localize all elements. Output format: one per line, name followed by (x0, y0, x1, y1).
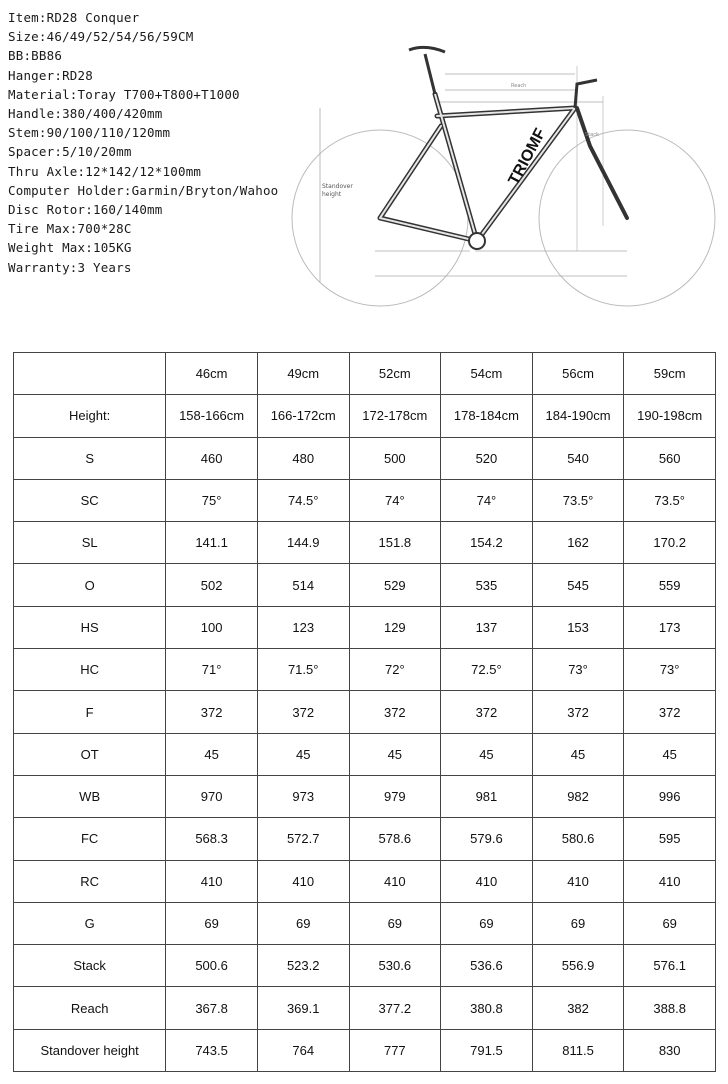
table-cell: 73.5° (624, 479, 716, 521)
table-cell: 73° (624, 649, 716, 691)
table-row (14, 479, 716, 521)
row-label: HC (14, 649, 166, 691)
table-cell: 123 (257, 606, 349, 648)
table-cell: 520 (441, 437, 533, 479)
table-cell: 75° (166, 479, 258, 521)
table-cell: 184-190cm (532, 395, 624, 437)
table-cell: 970 (166, 775, 258, 817)
spec-item: Disc Rotor:160/140mm (8, 202, 163, 218)
table-cell: 153 (532, 606, 624, 648)
table-cell: 69 (349, 902, 441, 944)
table-cell: 996 (624, 775, 716, 817)
table-cell: 74.5° (257, 479, 349, 521)
spec-item: Stem:90/100/110/120mm (8, 125, 171, 141)
table-row (14, 818, 716, 860)
table-cell: 380.8 (441, 987, 533, 1029)
table-cell: 372 (441, 691, 533, 733)
table-cell: 410 (349, 860, 441, 902)
table-cell: 536.6 (441, 945, 533, 987)
table-cell: 74° (349, 479, 441, 521)
table-cell: 69 (532, 902, 624, 944)
table-cell: 162 (532, 522, 624, 564)
table-cell: 410 (166, 860, 258, 902)
table-cell: 556.9 (532, 945, 624, 987)
table-row (14, 987, 716, 1029)
spec-item: Hanger:RD28 (8, 67, 93, 83)
table-cell: 578.6 (349, 818, 441, 860)
table-cell: 514 (257, 564, 349, 606)
header-blank-cell (14, 353, 166, 395)
row-label: SL (14, 522, 166, 564)
table-cell: 982 (532, 775, 624, 817)
bike-frame (380, 94, 575, 241)
table-cell: 791.5 (441, 1029, 533, 1071)
spec-item: Warranty:3 Years (8, 259, 132, 275)
size-header: 59cm (624, 353, 716, 395)
table-cell: 973 (257, 775, 349, 817)
table-row (14, 775, 716, 817)
table-row (14, 860, 716, 902)
table-cell: 144.9 (257, 522, 349, 564)
spec-list (8, 8, 278, 277)
table-cell: 764 (257, 1029, 349, 1071)
table-cell: 523.2 (257, 945, 349, 987)
table-cell: 981 (441, 775, 533, 817)
table-row (14, 691, 716, 733)
geometry-table (13, 352, 716, 1072)
table-cell: 69 (624, 902, 716, 944)
table-cell: 173 (624, 606, 716, 648)
size-header: 52cm (349, 353, 441, 395)
table-cell: 190-198cm (624, 395, 716, 437)
table-cell: 372 (257, 691, 349, 733)
table-row (14, 437, 716, 479)
table-cell: 158-166cm (166, 395, 258, 437)
table-row (14, 564, 716, 606)
size-header: 54cm (441, 353, 533, 395)
table-cell: 811.5 (532, 1029, 624, 1071)
table-cell: 535 (441, 564, 533, 606)
spec-item: Computer Holder:Garmin/Bryton/Wahoo (8, 182, 279, 198)
spec-item: Tire Max:700*28C (8, 221, 132, 237)
table-row (14, 945, 716, 987)
table-cell: 979 (349, 775, 441, 817)
table-cell: 151.8 (349, 522, 441, 564)
table-cell: 170.2 (624, 522, 716, 564)
row-label: Height: (14, 395, 166, 437)
table-cell: 529 (349, 564, 441, 606)
spec-item: Handle:380/400/420mm (8, 106, 163, 122)
table-cell: 576.1 (624, 945, 716, 987)
row-label: O (14, 564, 166, 606)
table-cell: 500.6 (166, 945, 258, 987)
row-label: HS (14, 606, 166, 648)
reach-label: Reach (511, 83, 527, 89)
table-cell: 45 (532, 733, 624, 775)
table-cell: 45 (349, 733, 441, 775)
spec-item: Item:RD28 Conquer (8, 10, 140, 25)
table-cell: 568.3 (166, 818, 258, 860)
table-cell: 45 (624, 733, 716, 775)
size-header: 46cm (166, 353, 258, 395)
size-header: 56cm (532, 353, 624, 395)
table-cell: 377.2 (349, 987, 441, 1029)
standover-label-2: height (322, 191, 342, 198)
table-cell: 69 (166, 902, 258, 944)
table-cell: 69 (257, 902, 349, 944)
table-cell: 595 (624, 818, 716, 860)
table-cell: 137 (441, 606, 533, 648)
spec-item: Size:46/49/52/54/56/59CM (8, 29, 194, 45)
table-cell: 410 (441, 860, 533, 902)
table-cell: 540 (532, 437, 624, 479)
table-cell: 178-184cm (441, 395, 533, 437)
table-cell: 45 (441, 733, 533, 775)
stem (575, 80, 597, 108)
table-cell: 500 (349, 437, 441, 479)
row-label: FC (14, 818, 166, 860)
row-label: WB (14, 775, 166, 817)
table-cell: 830 (624, 1029, 716, 1071)
table-cell: 372 (624, 691, 716, 733)
table-cell: 372 (532, 691, 624, 733)
spec-item: Thru Axle:12*142/12*100mm (8, 163, 202, 179)
table-cell: 369.1 (257, 987, 349, 1029)
table-cell: 572.7 (257, 818, 349, 860)
spec-item: Material:Toray T700+T800+T1000 (8, 86, 240, 102)
table-cell: 69 (441, 902, 533, 944)
table-cell: 367.8 (166, 987, 258, 1029)
table-cell: 166-172cm (257, 395, 349, 437)
table-row (14, 1029, 716, 1071)
table-cell: 545 (532, 564, 624, 606)
table-row (14, 522, 716, 564)
table-cell: 579.6 (441, 818, 533, 860)
table-cell: 129 (349, 606, 441, 648)
table-cell: 410 (624, 860, 716, 902)
table-cell: 73.5° (532, 479, 624, 521)
row-label: Stack (14, 945, 166, 987)
table-cell: 72.5° (441, 649, 533, 691)
table-cell: 71.5° (257, 649, 349, 691)
table-cell: 460 (166, 437, 258, 479)
table-cell: 141.1 (166, 522, 258, 564)
table-cell: 45 (166, 733, 258, 775)
table-cell: 480 (257, 437, 349, 479)
table-cell: 73° (532, 649, 624, 691)
table-row (14, 606, 716, 648)
table-cell: 72° (349, 649, 441, 691)
size-header: 49cm (257, 353, 349, 395)
row-label: RC (14, 860, 166, 902)
stack-label: Stack (585, 132, 599, 138)
table-cell: 560 (624, 437, 716, 479)
table-cell: 410 (532, 860, 624, 902)
table-cell: 559 (624, 564, 716, 606)
row-label: Standover height (14, 1029, 166, 1071)
table-header-row (14, 353, 716, 395)
spec-item: Spacer:5/10/20mm (8, 144, 132, 160)
table-cell: 502 (166, 564, 258, 606)
table-row (14, 649, 716, 691)
row-label: Reach (14, 987, 166, 1029)
table-cell: 45 (257, 733, 349, 775)
table-row (14, 733, 716, 775)
spec-item: Weight Max:105KG (8, 240, 132, 256)
table-cell: 172-178cm (349, 395, 441, 437)
table-cell: 71° (166, 649, 258, 691)
table-cell: 580.6 (532, 818, 624, 860)
table-row (14, 902, 716, 944)
table-cell: 530.6 (349, 945, 441, 987)
table-row (14, 395, 716, 437)
table-cell: 372 (166, 691, 258, 733)
row-label: F (14, 691, 166, 733)
standover-label: Standover (322, 183, 353, 190)
table-cell: 388.8 (624, 987, 716, 1029)
brand-logo: TRIOMF (505, 125, 550, 188)
row-label: S (14, 437, 166, 479)
row-label: SC (14, 479, 166, 521)
table-cell: 74° (441, 479, 533, 521)
table-cell: 777 (349, 1029, 441, 1071)
spec-item: BB:BB86 (8, 48, 63, 64)
table-cell: 372 (349, 691, 441, 733)
table-cell: 410 (257, 860, 349, 902)
table-cell: 743.5 (166, 1029, 258, 1071)
fork (577, 108, 627, 218)
saddle (409, 47, 445, 52)
seatpost (425, 54, 435, 94)
table-cell: 154.2 (441, 522, 533, 564)
row-label: OT (14, 733, 166, 775)
table-cell: 382 (532, 987, 624, 1029)
table-cell: 100 (166, 606, 258, 648)
row-label: G (14, 902, 166, 944)
frame-geometry-diagram (285, 36, 725, 308)
